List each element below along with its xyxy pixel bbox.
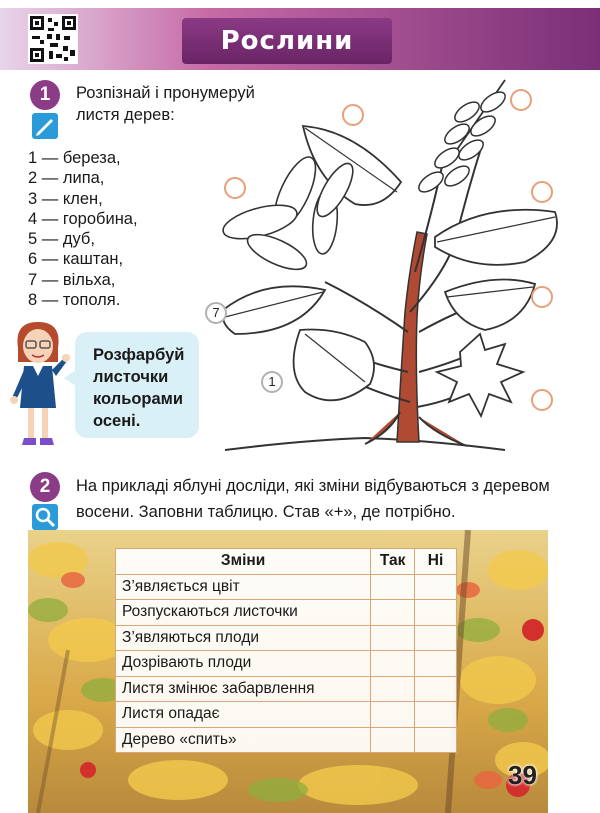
table-row xyxy=(116,651,457,677)
yes-cell[interactable] xyxy=(371,625,415,651)
legend-item: 4 — горобина, xyxy=(28,209,138,228)
yes-cell[interactable] xyxy=(371,574,415,600)
no-cell[interactable] xyxy=(415,702,457,728)
yes-cell[interactable] xyxy=(371,702,415,728)
header-changes: Зміни xyxy=(116,549,371,575)
legend-item: 5 — дуб, xyxy=(28,230,95,249)
qr-code-icon[interactable] xyxy=(28,14,78,64)
no-cell[interactable] xyxy=(415,676,457,702)
legend-item: 3 — клен, xyxy=(28,189,103,208)
change-label: Листя змінює забарвлення xyxy=(116,676,371,702)
leaf-legend xyxy=(28,148,138,310)
change-label: Листя опадає xyxy=(116,702,371,728)
legend-item: 8 — тополя. xyxy=(28,291,121,310)
no-cell[interactable] xyxy=(415,625,457,651)
change-label: Дозрівають плоди xyxy=(116,651,371,677)
magnifier-task-icon xyxy=(32,504,58,530)
answer-circle[interactable] xyxy=(531,389,553,411)
answer-circle[interactable] xyxy=(342,104,364,126)
yes-cell[interactable] xyxy=(371,727,415,753)
no-cell[interactable] xyxy=(415,651,457,677)
table-row xyxy=(116,702,457,728)
page-title: Рослини восени xyxy=(182,18,392,64)
page-number: 39 xyxy=(508,760,537,790)
legend-item: 6 — каштан, xyxy=(28,250,124,269)
header-no: Ні xyxy=(415,549,457,575)
task1-instruction: Розпізнай і пронумеруй листя дерев: xyxy=(76,84,255,124)
speech-bubble: Розфарбуй листочки кольорами осені. xyxy=(75,332,199,438)
legend-item: 7 — вільха, xyxy=(28,270,116,289)
table-row xyxy=(116,574,457,600)
header-yes: Так xyxy=(371,549,415,575)
yes-cell[interactable] xyxy=(371,676,415,702)
table-row xyxy=(116,600,457,626)
table-row xyxy=(116,625,457,651)
answer-circle[interactable] xyxy=(531,286,553,308)
task-number-badge: 2 xyxy=(30,472,60,502)
table-row xyxy=(116,727,457,753)
change-label: З’являються плоди xyxy=(116,625,371,651)
answer-circle[interactable]: 1 xyxy=(261,371,283,393)
legend-item: 2 — липа, xyxy=(28,169,105,188)
changes-table xyxy=(115,548,457,753)
yes-cell[interactable] xyxy=(371,600,415,626)
pencil-task-icon xyxy=(32,113,58,139)
change-label: Дерево «спить» xyxy=(116,727,371,753)
change-label: З’являється цвіт xyxy=(116,574,371,600)
answer-circle[interactable] xyxy=(510,89,532,111)
answer-circle[interactable]: 7 xyxy=(205,302,227,324)
answer-circle[interactable] xyxy=(224,177,246,199)
no-cell[interactable] xyxy=(415,727,457,753)
task-number-badge: 1 xyxy=(30,80,60,110)
task2-instruction: На прикладі яблуні досліди, які зміни відбуваються з деревом восени. Заповни таблицю. Став «+», де потрібно. xyxy=(76,477,550,521)
no-cell[interactable] xyxy=(415,600,457,626)
yes-cell[interactable] xyxy=(371,651,415,677)
no-cell[interactable] xyxy=(415,574,457,600)
answer-circle[interactable] xyxy=(531,181,553,203)
legend-item: 1 — береза, xyxy=(28,149,121,167)
table-row xyxy=(116,676,457,702)
change-label: Розпускаються листочки xyxy=(116,600,371,626)
